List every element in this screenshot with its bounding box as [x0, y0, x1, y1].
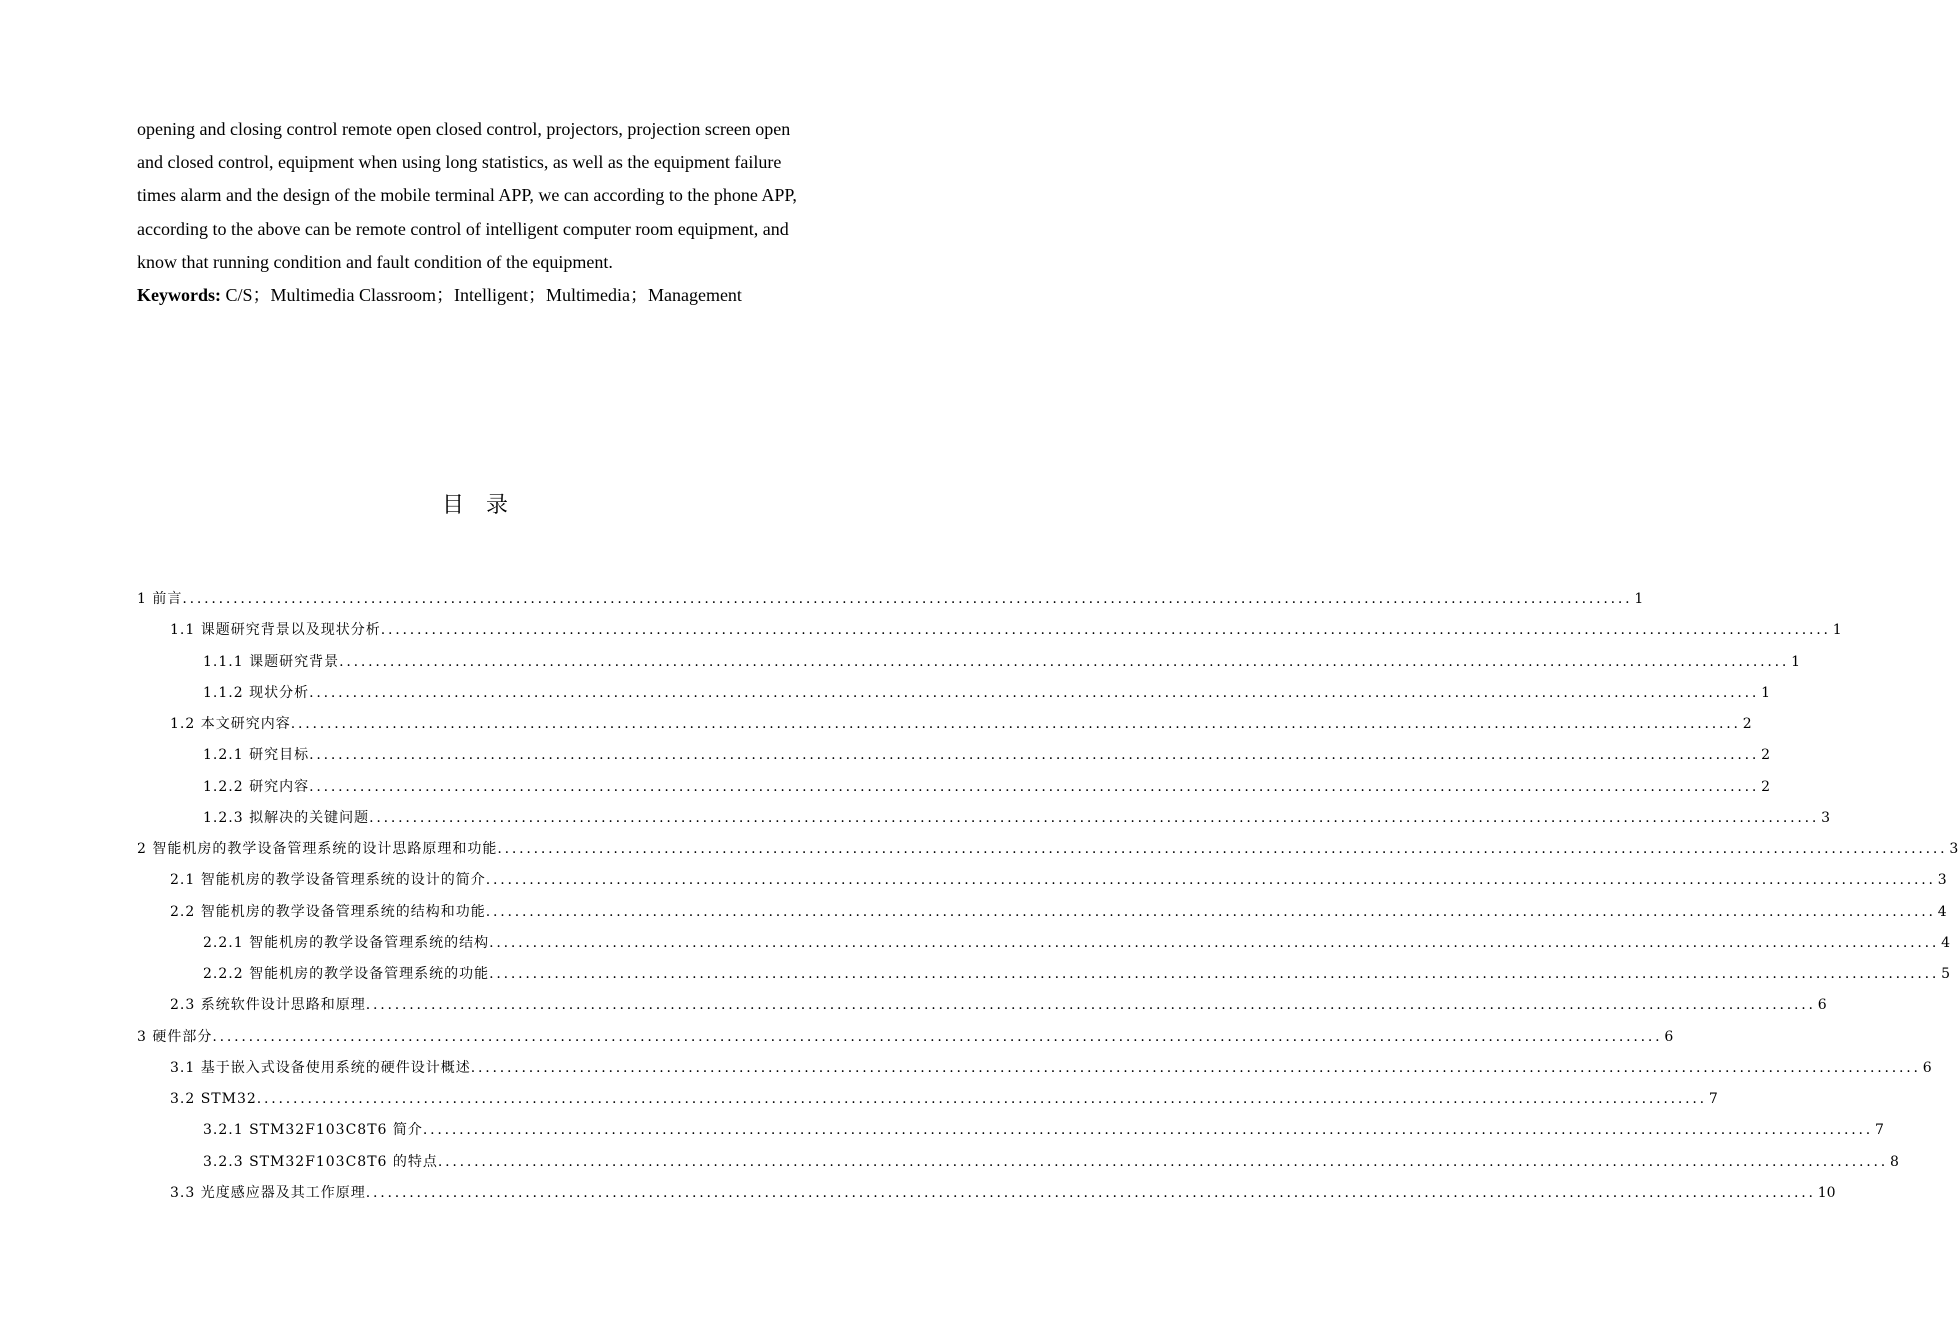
toc-entry-title: 1.2.3 拟解决的关键问题: [203, 809, 370, 826]
toc-dot-leader: ........................................................................................................................................................................................................: [437, 1153, 1888, 1170]
toc-entry[interactable]: [137, 1053, 1932, 1084]
toc-entry-title: 3.2 STM32: [170, 1091, 257, 1107]
toc-entry-title: 2.2.1 智能机房的教学设备管理系统的结构: [203, 934, 490, 951]
toc-title: 目录: [441, 493, 530, 518]
toc-dot-leader: ........................................................................................................................................................................................................: [485, 872, 1936, 889]
toc-page-number: 8: [1889, 1153, 1899, 1170]
toc-entry[interactable]: [137, 1147, 1899, 1178]
toc-dot-leader: ........................................................................................................................................................................................................: [182, 591, 1633, 607]
toc-page-number: 1: [1634, 591, 1644, 607]
toc-entry-title: 1.2.1 研究目标: [203, 747, 310, 764]
abstract-line: know that running condition and fault condition of the equipment.: [137, 251, 613, 272]
toc-entry-title: 3.2.1 STM32F103C8T6 简介: [203, 1122, 423, 1139]
toc-entry-title: 2.2 智能机房的教学设备管理系统的结构和功能: [170, 903, 486, 920]
toc-entry[interactable]: [137, 928, 1951, 959]
toc-page-number: 5: [1941, 966, 1951, 982]
toc-entry-title: 1.2 本文研究内容: [170, 716, 291, 732]
toc-page-number: 4: [1941, 934, 1951, 951]
toc-entry-title: 1.1.2 现状分析: [203, 684, 310, 701]
toc-page-number: 7: [1874, 1122, 1884, 1139]
toc-dot-leader: ........................................................................................................................................................................................................: [309, 747, 1760, 764]
toc-page-number: 6: [1664, 1028, 1674, 1045]
toc-dot-leader: ........................................................................................................................................................................................................: [212, 1028, 1663, 1045]
abstract-line: and closed control, equipment when using long statistics, as well as the equipment failure: [137, 152, 782, 173]
toc-page-number: 1: [1832, 622, 1842, 639]
toc-entry-title: 2 智能机房的教学设备管理系统的设计思路原理和功能: [137, 841, 498, 857]
toc-page-number: 2: [1761, 747, 1771, 764]
keywords-text: C/S；Multimedia Classroom；Intelligent；Multimedia；Management: [221, 285, 742, 306]
toc-dot-leader: ........................................................................................................................................................................................................: [422, 1122, 1873, 1139]
abstract-line: times alarm and the design of the mobile terminal APP, we can according to the phone APP,: [137, 185, 797, 206]
toc-entry-title: 3.1 基于嵌入式设备使用系统的硬件设计概述: [170, 1059, 471, 1076]
toc-dot-leader: ........................................................................................................................................................................................................: [309, 684, 1760, 701]
toc-dot-leader: ........................................................................................................................................................................................................: [365, 997, 1816, 1014]
toc-page-number: 2: [1761, 778, 1771, 795]
toc-page-number: 3: [1949, 841, 1958, 857]
table-of-contents: [137, 584, 1958, 1209]
toc-page-number: 7: [1708, 1091, 1718, 1107]
toc-page-number: 10: [1817, 1184, 1836, 1201]
toc-entry-title: 1 前言: [137, 591, 183, 607]
abstract-line: according to the above can be remote control of intelligent computer room equipment, and: [137, 218, 789, 239]
toc-entry[interactable]: [137, 647, 1801, 678]
keywords-label: Keywords:: [137, 285, 221, 306]
toc-entry-title: 1.2.2 研究内容: [203, 778, 310, 795]
toc-dot-leader: ........................................................................................................................................................................................................: [497, 841, 1948, 857]
toc-page-number: 2: [1742, 716, 1752, 732]
toc-page-number: 1: [1791, 653, 1801, 670]
toc-entry[interactable]: [137, 709, 1752, 740]
toc-dot-leader: ........................................................................................................................................................................................................: [309, 778, 1760, 795]
toc-dot-leader: ........................................................................................................................................................................................................: [256, 1091, 1707, 1107]
toc-entry[interactable]: [137, 1178, 1836, 1209]
toc-entry-title: 3 硬件部分: [137, 1028, 213, 1045]
toc-entry-title: 2.2.2 智能机房的教学设备管理系统的功能: [203, 966, 490, 982]
toc-dot-leader: ........................................................................................................................................................................................................: [485, 903, 1936, 920]
toc-page-number: 6: [1817, 997, 1827, 1014]
toc-entry[interactable]: [137, 803, 1831, 834]
toc-entry[interactable]: [137, 990, 1827, 1021]
toc-entry[interactable]: [137, 1084, 1718, 1115]
toc-entry[interactable]: [137, 1115, 1884, 1146]
toc-entry[interactable]: [137, 584, 1644, 615]
toc-dot-leader: ........................................................................................................................................................................................................: [339, 653, 1790, 670]
toc-page-number: 3: [1937, 872, 1947, 889]
toc-entry-title: 1.1 课题研究背景以及现状分析: [170, 622, 381, 639]
toc-page-number: 3: [1821, 809, 1831, 826]
toc-dot-leader: ........................................................................................................................................................................................................: [489, 934, 1940, 951]
toc-dot-leader: ........................................................................................................................................................................................................: [470, 1059, 1921, 1076]
toc-dot-leader: ........................................................................................................................................................................................................: [489, 966, 1940, 982]
toc-entry[interactable]: [137, 865, 1947, 896]
toc-entry[interactable]: [137, 772, 1771, 803]
toc-page-number: 6: [1922, 1059, 1932, 1076]
toc-entry[interactable]: [137, 959, 1951, 990]
toc-dot-leader: ........................................................................................................................................................................................................: [369, 809, 1820, 826]
toc-entry-title: 1.1.1 课题研究背景: [203, 653, 340, 670]
toc-entry[interactable]: [137, 740, 1771, 771]
toc-entry[interactable]: [137, 897, 1947, 928]
toc-page-number: 1: [1761, 684, 1771, 701]
toc-dot-leader: ........................................................................................................................................................................................................: [365, 1184, 1816, 1201]
toc-page-number: 4: [1937, 903, 1947, 920]
toc-entry[interactable]: [137, 615, 1842, 646]
abstract-section: [137, 113, 837, 312]
toc-dot-leader: ........................................................................................................................................................................................................: [290, 716, 1741, 732]
toc-entry[interactable]: [137, 1022, 1674, 1053]
toc-entry-title: 2.3 系统软件设计思路和原理: [170, 997, 366, 1014]
toc-entry-title: 2.1 智能机房的教学设备管理系统的设计的简介: [170, 872, 486, 889]
toc-entry[interactable]: [137, 678, 1771, 709]
toc-dot-leader: ........................................................................................................................................................................................................: [380, 622, 1831, 639]
toc-entry[interactable]: [137, 834, 1958, 865]
toc-entry-title: 3.2.3 STM32F103C8T6 的特点: [203, 1153, 438, 1170]
toc-entry-title: 3.3 光度感应器及其工作原理: [170, 1184, 366, 1201]
abstract-line: opening and closing control remote open closed control, projectors, projection screen open: [137, 119, 791, 139]
keywords-line: [137, 279, 837, 312]
